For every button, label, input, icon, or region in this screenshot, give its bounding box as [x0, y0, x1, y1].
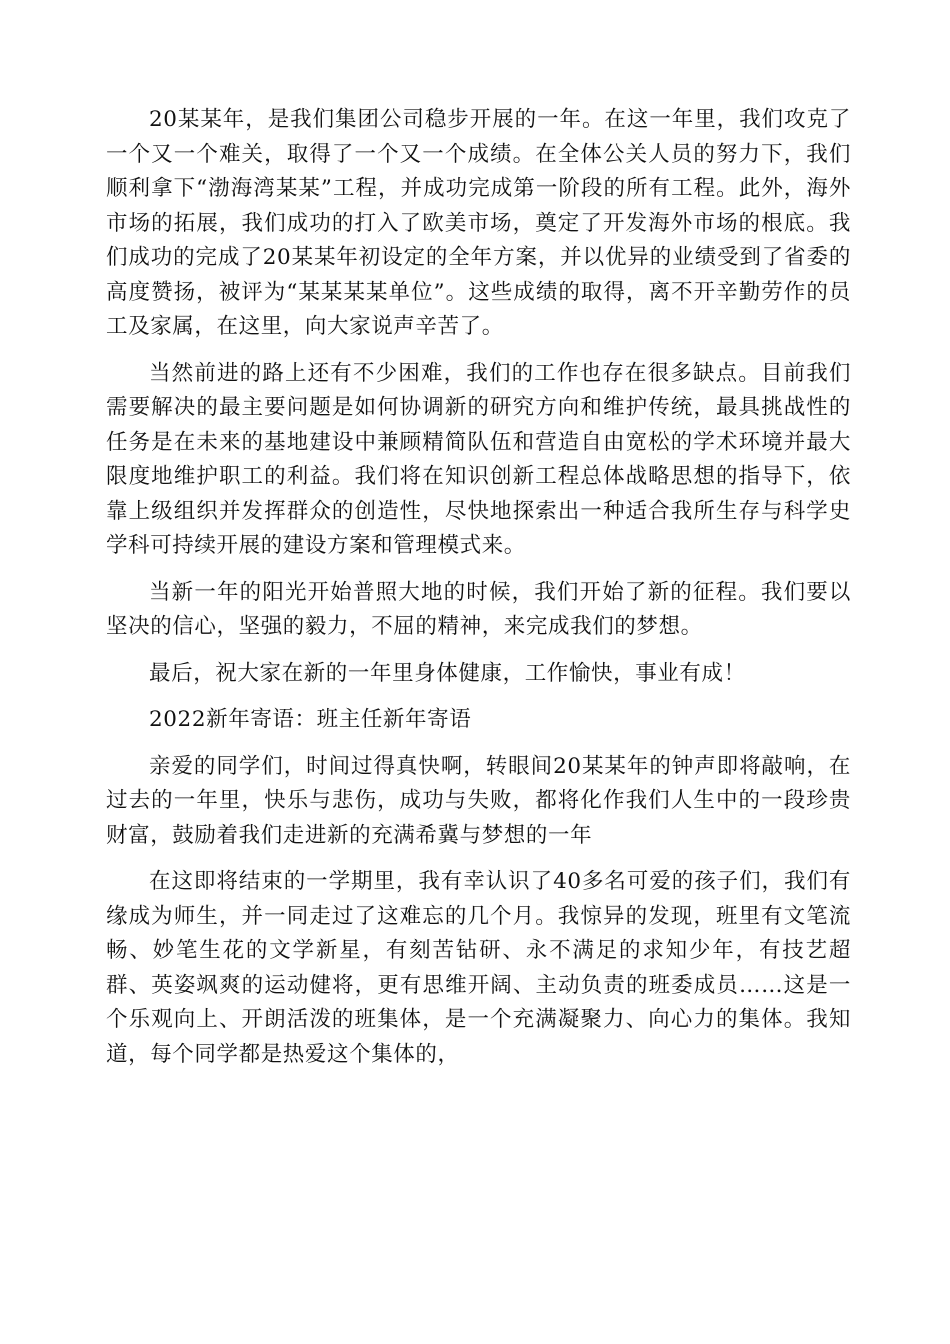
section-heading: 2022新年寄语：班主任新年寄语: [149, 707, 472, 732]
paragraph-wishes: 最后，祝大家在新的一年里身体健康，工作愉快，事业有成！: [149, 660, 746, 686]
paragraph-dear-students: 亲爱的同学们，时间过得真快啊，转眼间20某某年的钟声即将敲响，在过去的一年里，快乐与悲伤，成功与失败，都将化作我们人生中的一段珍贵财富，鼓励着我们走进新的充满希冀与梦想的一年: [106, 753, 851, 848]
document-body: [106, 103, 851, 1084]
paragraph-annual-summary: 20某某年，是我们集团公司稳步开展的一年。在这一年里，我们攻克了一个又一个难关，取得了一个又一个成绩。在全体公关人员的努力下，我们顺利拿下“渤海湾某某”工程，并成功完成第一阶段的所有工程。此外，海外市场的拓展，我们成功的打入了欧美市场，奠定了开发海外市场的根底。我们成功的完成了20某某年初设定的全年方案，并以优异的业绩受到了省委的高度赞扬，被评为“某某某某单位”。这些成绩的取得，离不开辛勤劳作的员工及家属，在这里，向大家说声辛苦了。: [106, 107, 851, 339]
paragraph-semester: 在这即将结束的一学期里，我有幸认识了40多名可爱的孩子们，我们有缘成为师生，并一同走过了这难忘的几个月。我惊异的发现，班里有文笔流畅、妙笔生花的文学新星，有刻苦钻研、永不满足的求知少年，有技艺超群、英姿飒爽的运动健将，更有思维开阔、主动负责的班委成员……这是一个乐观向上、开朗活泼的班集体，是一个充满凝聚力、向心力的集体。我知道，每个同学都是热爱这个集体的，: [106, 869, 851, 1067]
paragraph-new-journey: 当新一年的阳光开始普照大地的时候，我们开始了新的征程。我们要以坚决的信心，坚强的毅力，不屈的精神，来完成我们的梦想。: [106, 579, 851, 639]
paragraph-difficulties: 当然前进的路上还有不少困难，我们的工作也存在很多缺点。目前我们需要解决的最主要问题是如何协调新的研究方向和维护传统，最具挑战性的任务是在未来的基地建设中兼顾精简队伍和营造自由宽松的学术环境并最大限度地维护职工的利益。我们将在知识创新工程总体战略思想的指导下，依靠上级组织并发挥群众的创造性，尽快地探索出一种适合我所生存与科学史学科可持续开展的建设方案和管理模式来。: [106, 360, 851, 558]
